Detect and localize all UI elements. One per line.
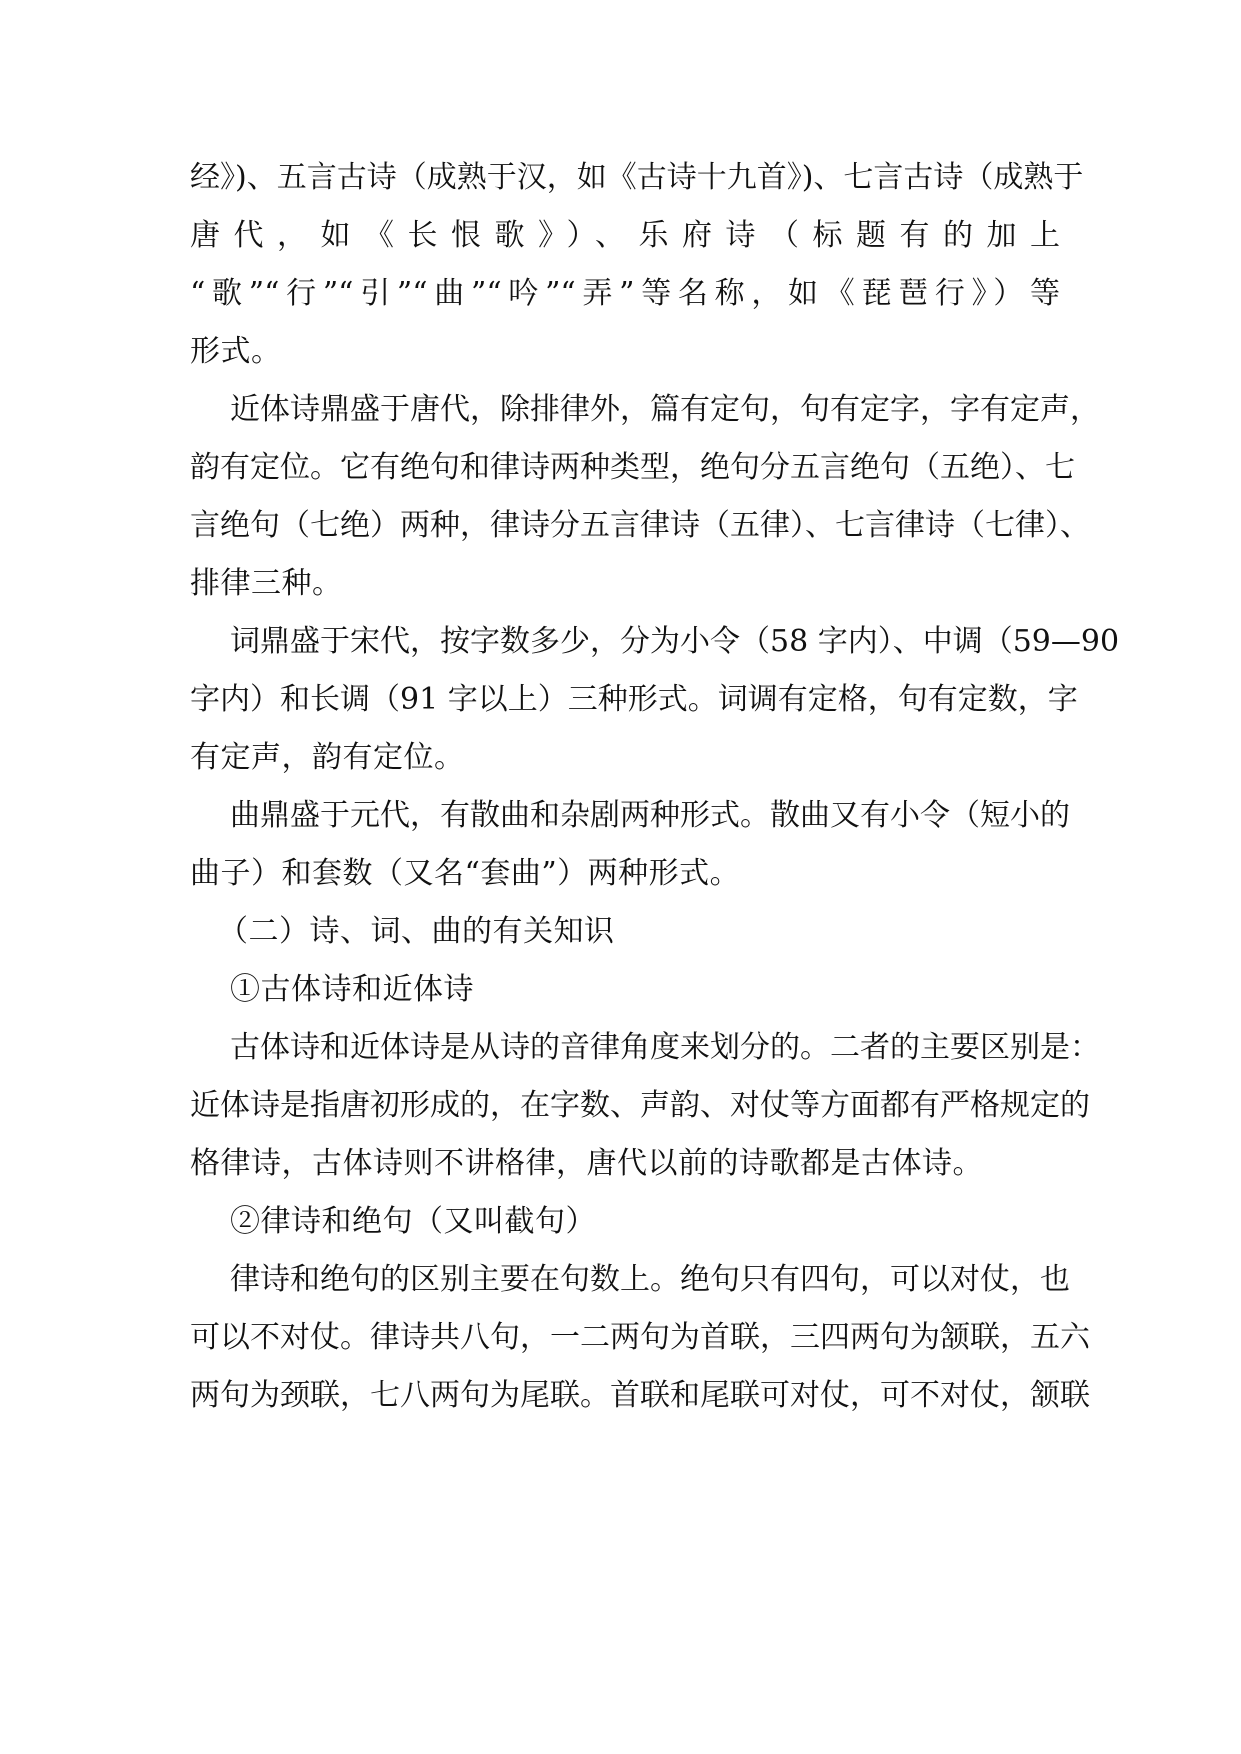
text-line: 可以不对仗。律诗共八句，一二两句为首联，三四两句为颔联，五六 <box>190 1320 1090 1355</box>
text-line: 字内）和长调（91 字以上）三种形式。词调有定格，句有定数，字 <box>190 682 1078 717</box>
text-line: 格律诗，古体诗则不讲格律，唐代以前的诗歌都是古体诗。 <box>190 1146 983 1181</box>
text-line: 近体诗是指唐初形成的，在字数、声韵、对仗等方面都有严格规定的 <box>190 1088 1090 1123</box>
text-line: 两句为颈联，七八两句为尾联。首联和尾联可对仗，可不对仗，颔联 <box>190 1378 1090 1413</box>
text-line: 经》)、五言古诗（成熟于汉，如《古诗十九首》)、七言古诗（成熟于 <box>190 160 1084 195</box>
text-line: 形式。 <box>190 334 282 369</box>
text-line: 有定声，韵有定位。 <box>190 740 465 775</box>
text-line: “歌”“行”“引”“曲”“吟”“弄”等名称，如《琵琶行》）等 <box>190 276 1060 311</box>
text-line: 词鼎盛于宋代，按字数多少，分为小令（58 字内）、中调（59—90 <box>230 624 1120 659</box>
text-line: 曲鼎盛于元代，有散曲和杂剧两种形式。散曲又有小令（短小的 <box>230 798 1070 833</box>
text-line: 律诗和绝句的区别主要在句数上。绝句只有四句，可以对仗，也 <box>230 1262 1070 1297</box>
text-line: 曲子）和套数（又名“套曲”）两种形式。 <box>190 856 741 891</box>
text-line: 近体诗鼎盛于唐代，除排律外，篇有定句，句有定字，字有定声， <box>230 392 1100 427</box>
text-line: 言绝句（七绝）两种，律诗分五言律诗（五律）、七言律诗（七律）、 <box>190 508 1090 543</box>
subsection-heading: ①古体诗和近体诗 <box>230 972 474 1007</box>
subsection-heading: ②律诗和绝句（又叫截句） <box>230 1204 596 1239</box>
text-line: 唐代，如《长恨歌》）、乐府诗（标题有的加上 <box>190 218 1060 253</box>
text-line: 古体诗和近体诗是从诗的音律角度来划分的。二者的主要区别是： <box>230 1030 1100 1065</box>
text-line: 排律三种。 <box>190 566 343 601</box>
section-heading: （二）诗、词、曲的有关知识 <box>218 914 615 949</box>
text-line: 韵有定位。它有绝句和律诗两种类型，绝句分五言绝句（五绝）、七 <box>190 450 1075 485</box>
